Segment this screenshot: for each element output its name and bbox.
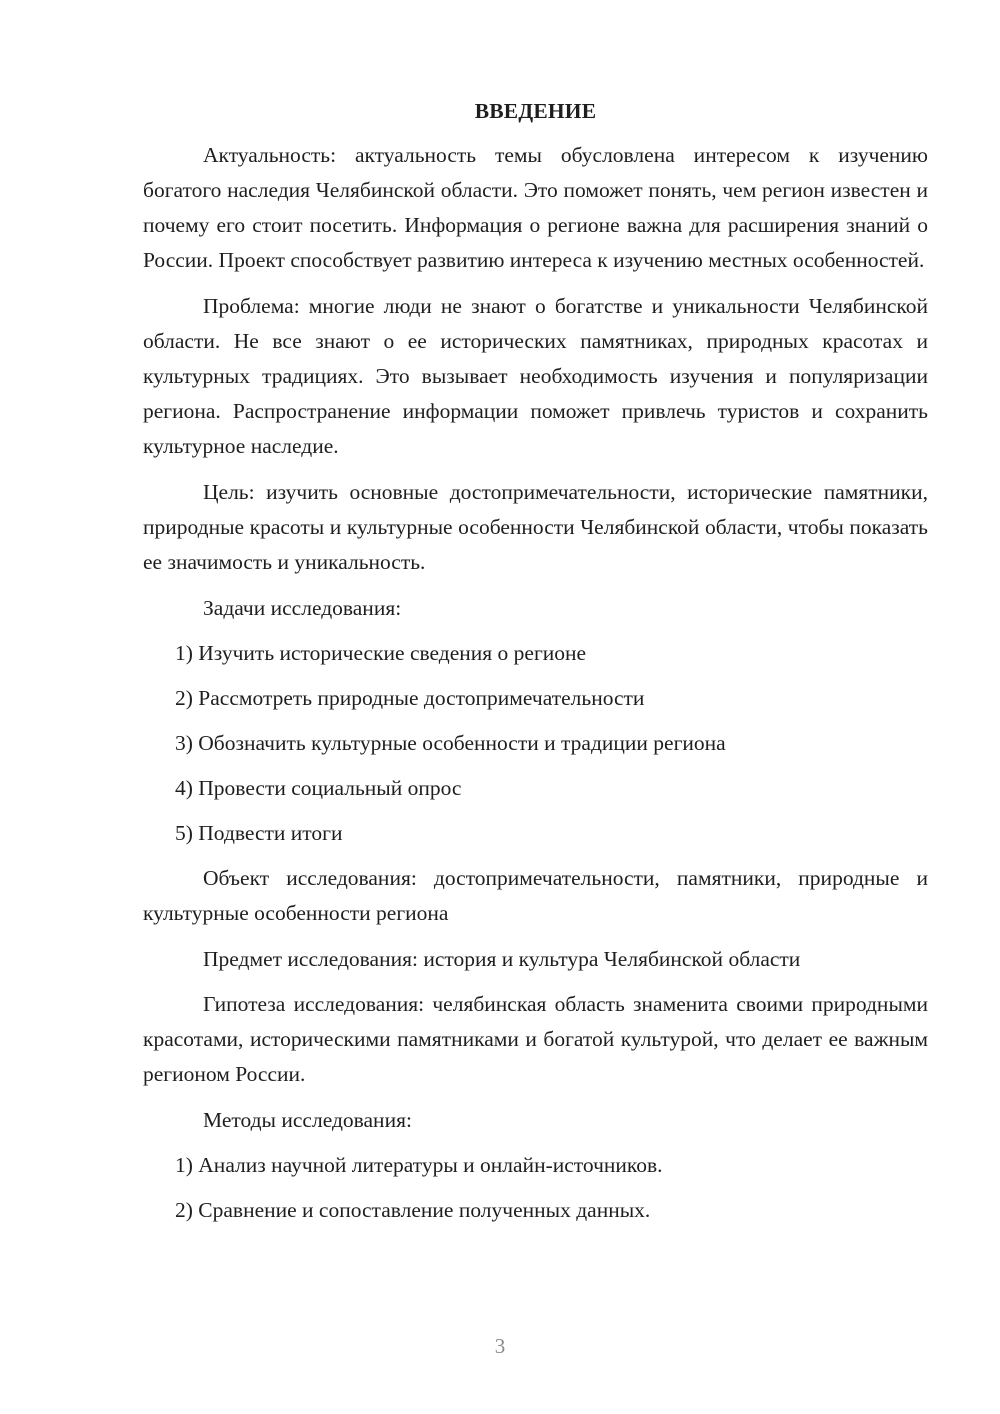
list-item: 1) Изучить исторические сведения о регионе	[175, 641, 587, 665]
list-item: 4) Провести социальный опрос	[175, 776, 462, 800]
document-page	[143, 94, 928, 1238]
tasks-heading: Задачи исследования:	[203, 596, 402, 620]
paragraph-problem: Проблема: многие люди не знают о богатстве и уникальности Челябинской области. Не все знают о ее исторических памятниках, природных красотах и культурных традициях. Это вызывает необходимость изучения и популяризации региона. Распространение информации поможет привлечь туристов и сохранить культурное наследие.	[143, 294, 928, 458]
paragraph-goal: Цель: изучить основные достопримечательности, исторические памятники, природные красоты и культурные особенности Челябинской области, чтобы показать ее значимость и уникальность.	[143, 480, 928, 574]
list-item: 2) Сравнение и сопоставление полученных данных.	[175, 1198, 651, 1222]
paragraph-hypothesis: Гипотеза исследования: челябинская область знаменита своими природными красотами, историческими памятниками и богатой культурой, что делает ее важным регионом России.	[143, 992, 928, 1086]
page-title: ВВЕДЕНИЕ	[474, 99, 597, 123]
methods-list	[143, 1148, 928, 1228]
paragraph-relevance: Актуальность: актуальность темы обусловлена интересом к изучению богатого наследия Челябинской области. Это поможет понять, чем регион известен и почему его стоит посетить. Информация о регионе важна для расширения знаний о России. Проект способствует развитию интереса к изучению местных особенностей.	[143, 143, 928, 272]
list-item: 2) Рассмотреть природные достопримечательности	[175, 686, 645, 710]
list-item: 1) Анализ научной литературы и онлайн-источников.	[175, 1153, 663, 1177]
paragraph-subject: Предмет исследования: история и культура Челябинской области	[203, 947, 801, 971]
tasks-list	[143, 636, 928, 851]
list-item: 5) Подвести итоги	[175, 821, 343, 845]
list-item: 3) Обозначить культурные особенности и традиции региона	[175, 731, 726, 755]
methods-heading: Методы исследования:	[203, 1108, 412, 1132]
paragraph-object: Объект исследования: достопримечательности, памятники, природные и культурные особенности региона	[143, 866, 928, 925]
page-number: 3	[494, 1334, 506, 1358]
